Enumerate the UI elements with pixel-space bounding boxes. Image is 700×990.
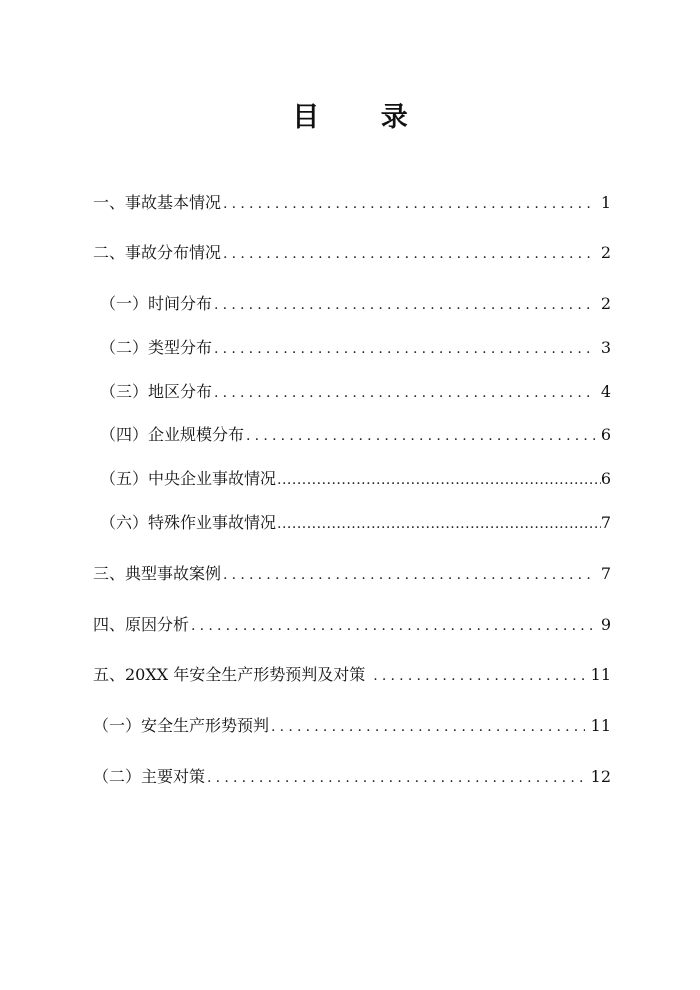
toc-entry[interactable] [100,466,611,492]
toc-entry[interactable] [93,240,611,266]
toc-entry-label: （二）主要对策 [93,767,206,786]
toc-entry-page: 11 [590,665,611,684]
toc-entry-label: （一）安全生产形势预判 [93,716,270,735]
toc-entry-page: 7 [600,564,611,583]
toc-entry-label: （三）地区分布 [100,382,213,401]
toc-entry[interactable] [100,379,611,405]
toc-entry-label: （二）类型分布 [100,338,213,357]
toc-entry[interactable] [93,764,611,790]
toc-entry-page: 12 [590,767,611,786]
toc-dot-leader [223,241,595,267]
toc-dot-leader [223,191,595,217]
toc-dot-leader [191,613,595,639]
toc-entry-label: （五）中央企业事故情况 [100,469,277,488]
toc-entry[interactable] [93,662,611,688]
toc-entry[interactable] [93,561,611,587]
toc-title: 目 录 [292,102,434,133]
toc-dot-leader [277,511,601,537]
toc-entry-label: 五、20XX 年安全生产形势预判及对策 [93,665,366,684]
toc-dot-leader [214,292,595,318]
toc-entry-page: 6 [600,469,611,488]
toc-entry[interactable] [100,335,611,361]
toc-dot-leader [214,336,595,362]
toc-dot-leader [271,714,585,740]
toc-dot-leader [373,663,584,689]
toc-entry-page: 4 [600,382,611,401]
toc-entry-page: 7 [600,513,611,532]
toc-entry-label: 四、原因分析 [93,615,190,634]
toc-dot-leader [223,562,595,588]
toc-entry-page: 6 [600,425,611,444]
toc-entry-label: 一、事故基本情况 [93,193,222,212]
toc-entry-page: 3 [600,338,611,357]
toc-entry-page: 2 [600,243,611,262]
toc-entry[interactable] [93,190,611,216]
toc-entry-label: （四）企业规模分布 [100,425,245,444]
toc-dot-leader [246,423,595,449]
toc-entry[interactable] [100,510,611,536]
toc-entry[interactable] [100,291,611,317]
toc-entry-label: （六）特殊作业事故情况 [100,513,277,532]
toc-entry-page: 1 [600,193,611,212]
toc-dot-leader [207,765,585,791]
toc-entry-label: （一）时间分布 [100,294,213,313]
toc-entry-page: 9 [600,615,611,634]
toc-entry[interactable] [93,612,611,638]
toc-entry-page: 11 [590,716,611,735]
toc-entry-page: 2 [600,294,611,313]
toc-entry[interactable] [100,422,611,448]
toc-dot-leader [277,467,601,493]
toc-entry-label: 二、事故分布情况 [93,243,222,262]
toc-dot-leader [214,380,595,406]
toc-entry-label: 三、典型事故案例 [93,564,222,583]
toc-entry[interactable] [93,713,611,739]
